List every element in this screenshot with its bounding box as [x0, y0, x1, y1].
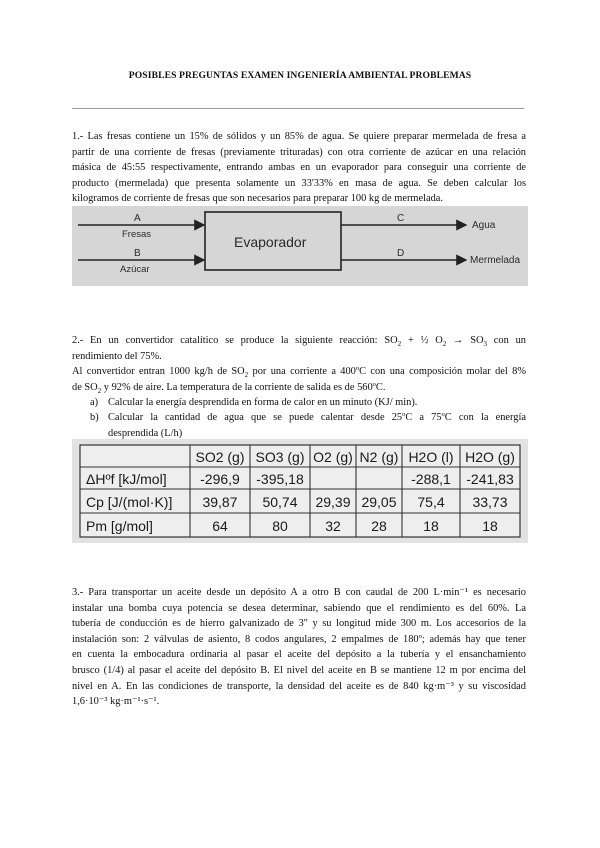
problem-3-line: instalar una bomba cuya potencia se desea determinar, sabiendo que el rendimiento es del 60%. La: [72, 602, 526, 614]
evaporator-diagram-svg: [72, 206, 528, 286]
table-cell: 33,73: [472, 494, 508, 510]
table-row-label: Pm [g/mol]: [86, 518, 153, 534]
table-header: H2O (g): [465, 449, 515, 465]
stream-d-letter: D: [397, 248, 405, 259]
table-cell: 80: [272, 518, 288, 534]
problem-2-text: [72, 333, 526, 395]
item-a-text: Calcular la energía desprendida en forma de calor en un minuto (KJ/ min).: [108, 397, 418, 408]
table-cell: -395,18: [256, 471, 304, 487]
problem-1-line: 1.- Las fresas contiene un 15% de sólidos y un 85% de agua. Se quiere preparar mermelada de fresa a: [72, 131, 526, 142]
document-title: POSIBLES PREGUNTAS EXAMEN INGENIERÍA AMBIENTAL PROBLEMAS: [128, 70, 472, 81]
table-header: H2O (l): [408, 449, 454, 465]
table-cell: 18: [482, 518, 498, 534]
problem-3-text: [72, 585, 526, 710]
evaporator-label: Evaporador: [234, 234, 307, 250]
evaporator-diagram: [72, 206, 528, 286]
table-header: O2 (g): [313, 449, 353, 465]
problem-3-line: instalación son: 2 válvulas de asiento, 8 codos angulares, 2 empalmes de 180º; además hay que tener: [72, 633, 526, 645]
stream-b-label: Azúcar: [120, 264, 150, 275]
item-b-line: desprendida (L/h): [108, 427, 183, 439]
problem-2-line-4: de $SO_2$ y 92% de aire. La temperatura de la corriente de salida es de 560ºC.: [72, 381, 386, 395]
table-row-label: Cp [J/(mol·K)]: [86, 494, 173, 510]
problem-3-line: tubería de conducción es de hierro galvanizado de 3" y su longitud mide 300 m. Los accesorios de la: [72, 618, 526, 630]
thermo-table-photo: [72, 439, 528, 543]
table-cell: 39,87: [202, 494, 238, 510]
title-divider: [72, 108, 524, 109]
problem-1-text: [72, 129, 526, 207]
table-cell: -288,1: [411, 471, 451, 487]
table-cell: -241,83: [466, 471, 514, 487]
problem-3-line: 1,6·10⁻³ kg·m⁻¹·s⁻¹.: [72, 696, 160, 708]
table-cell: 18: [423, 518, 439, 534]
table-cell: 28: [371, 518, 387, 534]
table-cell: 29,39: [315, 494, 351, 510]
problem-3-line: 3.- Para transportar un aceite desde un depósito A a otro B con caudal de 200 L·min⁻¹ es necesario: [72, 587, 526, 598]
problem-3-line: brusco (1/4) al pasar el aceite del depósito B. El nivel del aceite en B se mantiene 12 m por encima del: [72, 664, 526, 676]
stream-a-label: Fresas: [122, 229, 152, 240]
item-a-marker: a): [90, 397, 99, 408]
stream-d-label: Mermelada: [470, 255, 521, 266]
table-cell: 29,05: [361, 494, 397, 510]
problem-2-line-2: rendimiento del 75%.: [72, 350, 162, 362]
table-header: N2 (g): [359, 449, 399, 465]
problem-3-line: nivel en A. En las condiciones de transporte, la densidad del aceite es de 840 kg·m⁻³ y su viscosidad: [72, 680, 526, 692]
table-cell: -296,9: [200, 471, 240, 487]
stream-c-letter: C: [397, 213, 405, 224]
table-row-label: ΔHºf [kJ/mol]: [86, 471, 167, 487]
item-b-line: Calcular la cantidad de agua que se puede calentar desde 25ºC a 75ºC con la energía: [108, 412, 526, 423]
table-header: SO3 (g): [255, 449, 305, 465]
item-b-marker: b): [90, 412, 99, 423]
problem-1-line: producto (mermelada) que presenta solamente un 33'33% en masa de agua. Se deben calcular los: [72, 177, 526, 189]
item-b-text: [108, 410, 526, 441]
stream-a-letter: A: [134, 213, 141, 224]
table-cell: 64: [212, 518, 228, 534]
table-cell: 50,74: [262, 494, 298, 510]
table-cell: 75,4: [417, 494, 445, 510]
problem-2-line-1: 2.- En un convertidor catalítico se produce la siguiente reacción: $SO_2$ + ½ $O_2 \to SO_3$ con un: [72, 335, 526, 349]
thermo-table-svg: [72, 439, 528, 543]
problem-2-line-3: Al convertidor entran 1000 kg/h de $SO_2$ por una corriente a 400ºC con una composición molar del 8%: [72, 366, 526, 380]
table-header: SO2 (g): [195, 449, 245, 465]
problem-3-line: en cuenta la embocadura ordinaria al pasar el aceite del depósito a la tubería y el ensanchamiento: [72, 649, 526, 661]
table-cell: 32: [325, 518, 341, 534]
stream-b-letter: B: [134, 248, 141, 259]
problem-1-line: kilogramos de corriente de fresas que son necesarios para preparar 100 kg de mermelada.: [72, 193, 444, 205]
problem-1-line: másica de 45:55 respectivamente, entrando ambas en un evaporador para conseguir una corriente de: [72, 162, 526, 174]
problem-1-line: partir de una corriente de fresas (previamente trituradas) con otra corriente de azúcar en una relación: [72, 146, 526, 158]
stream-c-label: Agua: [472, 220, 496, 231]
